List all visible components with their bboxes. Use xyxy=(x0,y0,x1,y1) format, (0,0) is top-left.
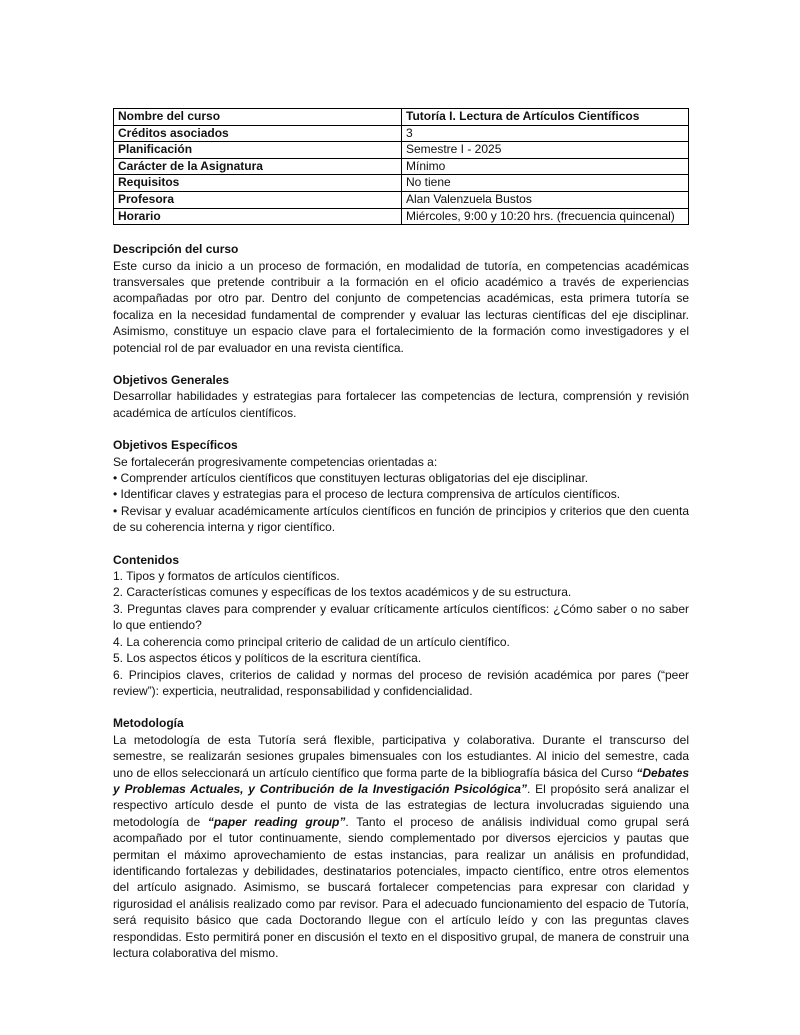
list-item: 3. Preguntas claves para comprender y evaluar críticamente artículos científicos: ¿Cómo saber o no saber lo que entiendo? xyxy=(113,601,689,633)
paragraph-text: La metodología de esta Tutoría será flexible, participativa y colaborativa. Durante el transcurso del semestre, se realizarán sesiones grupales bimensuales con los estudiantes. Al inicio del semestre, cada uno de ellos seleccionará un artículo científico que forma parte de la bibliografía básica del Curso xyxy=(113,732,689,780)
table-cell-value: Alan Valenzuela Bustos xyxy=(402,191,689,208)
table-cell-label: Créditos asociados xyxy=(114,125,402,142)
table-row xyxy=(114,142,689,159)
list-item: • Identificar claves y estrategias para el proceso de lectura comprensiva de artículos científicos. xyxy=(113,487,621,502)
table-row xyxy=(114,175,689,192)
table-cell-value: Miércoles, 9:00 y 10:20 hrs. (frecuencia quincenal) xyxy=(402,208,689,225)
list-item: 4. La coherencia como principal criterio de calidad de un artículo científico. xyxy=(113,634,510,649)
table-cell-value: No tiene xyxy=(402,175,689,192)
section-paragraph: Desarrollar habilidades y estrategias para fortalecer las competencias de lectura, comprensión y revisión académica de artículos científicos. xyxy=(113,389,689,420)
section-paragraph: Este curso da inicio a un proceso de formación, en modalidad de tutoría, en competencias académicas transversales que pretende contribuir a la formación en el oficio académico a través de experiencias acompañadas por otro par. Dentro del conjunto de competencias académicas, esta primera tutoría se focaliza en la necesidad fundamental de comprender y evaluar las lecturas científicas del eje disciplinar. Asimismo, constituye un espacio clave para el fortalecimiento de la formación como investigadores y el potencial rol de par evaluador en una revista científica. xyxy=(113,258,689,355)
list-item: 2. Características comunes y específicas de los textos académicos y de su estructura. xyxy=(113,585,572,600)
section-heading: Descripción del curso xyxy=(113,242,239,257)
section-heading: Metodología xyxy=(113,716,184,731)
section-heading: Objetivos Específicos xyxy=(113,438,238,453)
table-cell-label: Carácter de la Asignatura xyxy=(114,158,402,175)
table-cell-value: 3 xyxy=(402,125,689,142)
table-cell-value: Semestre I - 2025 xyxy=(402,142,689,159)
section-intro: Se fortalecerán progresivamente competencias orientadas a: xyxy=(113,454,438,469)
table-row xyxy=(114,109,689,126)
course-info-table xyxy=(113,108,689,225)
table-cell-value: Mínimo xyxy=(402,158,689,175)
list-item: 1. Tipos y formatos de artículos científicos. xyxy=(113,569,340,584)
document-content xyxy=(113,108,689,961)
section-contenidos xyxy=(113,552,689,700)
course-title-emphasis: “Debates y Problemas Actuales, y Contribución de la Investigación Psicológica” xyxy=(113,765,689,796)
section-metodologia xyxy=(113,715,689,961)
table-row xyxy=(114,191,689,208)
section-descripcion xyxy=(113,241,689,356)
section-heading: Contenidos xyxy=(113,552,179,567)
list-item: 6. Principios claves, criterios de calidad y normas del proceso de revisión académica por pares (“peer review”): experticia, neutralidad, responsabilidad y confidencialidad. xyxy=(113,667,689,698)
method-name-emphasis: “paper reading group” xyxy=(207,814,346,829)
table-cell-label: Horario xyxy=(114,208,402,225)
table-cell-label: Profesora xyxy=(114,191,402,208)
table-row xyxy=(114,158,689,175)
list-item: • Comprender artículos científicos que constituyen lecturas obligatorias del eje disciplinar. xyxy=(113,471,589,486)
paragraph-text: . Tanto el proceso de análisis individual como grupal será acompañado por el tutor continuamente, siendo complementado por diversos ejercicios y pautas que permitan el máximo aprovechamiento de estas instancias, para realizar un análisis en profundidad, identificando fortalezas y debilidades, destinatarios potenciales, impacto científico, entre otros elementos del artículo asignado. Asimismo, se buscará fortalecer competencias para expresar con claridad y rigurosidad el análisis realizado como par revisor. Para el adecuado funcionamiento del espacio de Tutoría, será requisito básico que cada Doctorando llegue con el artículo leído y con las preguntas claves respondidas. Esto permitirá poner en discusión el texto en el dispositivo grupal, de manera de construir una lectura colaborativa del mismo. xyxy=(113,814,689,960)
section-objetivos-especificos xyxy=(113,437,689,535)
table-cell-label: Nombre del curso xyxy=(114,109,402,126)
table-cell-label: Planificación xyxy=(114,142,402,159)
paragraph-text: . El propósito será analizar el respectivo artículo desde el punto de vista de las estrategias de lectura involucradas siguiendo una metodología de xyxy=(113,781,689,829)
table-row xyxy=(114,125,689,142)
table-row xyxy=(114,208,689,225)
list-item: 5. Los aspectos éticos y políticos de la escritura científica. xyxy=(113,651,422,666)
table-cell-label: Requisitos xyxy=(114,175,402,192)
table-cell-value: Tutoría I. Lectura de Artículos Científicos xyxy=(402,109,689,126)
section-objetivos-generales xyxy=(113,372,689,421)
list-item: • Revisar y evaluar académicamente artículos científicos en función de principios y criterios que den cuenta de su coherencia interna y rigor científico. xyxy=(113,503,689,535)
section-heading: Objetivos Generales xyxy=(113,373,230,387)
section-paragraph xyxy=(113,732,689,962)
